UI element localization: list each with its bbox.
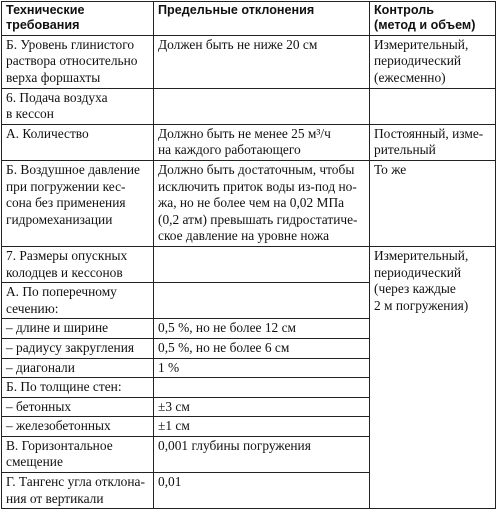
deviation-cell: 0,5 %, но не более 6 см xyxy=(154,338,370,358)
requirement-cell: – длине и ширине xyxy=(2,319,154,339)
requirement-cell: – железобетонных xyxy=(2,417,154,437)
table-row xyxy=(2,160,496,246)
control-cell: Постоянный, изме- рительный xyxy=(370,124,496,160)
deviation-cell: ±1 см xyxy=(154,417,370,437)
table-row xyxy=(2,246,496,282)
deviation-cell: 0,001 глубины погружения xyxy=(154,436,370,472)
requirement-cell: Г. Тангенс угла отклона- ния от вертикали xyxy=(2,473,154,509)
requirement-cell: – диагонали xyxy=(2,358,154,378)
deviation-cell: Должно быть достаточным, чтобы исключить приток воды из-под но- жа, но не более чем на 0,02 МПа (0,2 атм) превышать гидростатиче- ское давление на уровне ножа xyxy=(154,160,370,246)
requirement-cell: – радиусу закругления xyxy=(2,338,154,358)
deviation-cell xyxy=(154,88,370,124)
requirement-cell: 6. Подача воздуха в кессон xyxy=(2,88,154,124)
deviation-cell: 0,01 xyxy=(154,473,370,509)
requirement-cell: Б. Воздушное давление при погружении кес- сона без применения гидромеханизации xyxy=(2,160,154,246)
deviation-cell xyxy=(154,378,370,398)
requirement-cell: А. По поперечному сечению: xyxy=(2,283,154,319)
deviation-cell: Должно быть не менее 25 м³/ч на каждого работающего xyxy=(154,124,370,160)
requirement-cell: А. Количество xyxy=(2,124,154,160)
control-cell: То же xyxy=(370,160,496,246)
requirement-cell: Б. Уровень глинистого раствора относительно верха форшахты xyxy=(2,35,154,88)
deviation-cell xyxy=(154,246,370,282)
control-cell xyxy=(370,88,496,124)
requirement-cell: 7. Размеры опускных колодцев и кессонов xyxy=(2,246,154,282)
control-cell: Измерительный, периодический (ежесменно) xyxy=(370,35,496,88)
table-row xyxy=(2,124,496,160)
deviation-cell: ±3 см xyxy=(154,397,370,417)
deviation-cell xyxy=(154,283,370,319)
table-row xyxy=(2,35,496,88)
requirements-table xyxy=(1,1,496,509)
header-deviations: Предельные отклонения xyxy=(154,2,370,36)
header-requirements: Технические требования xyxy=(2,2,154,36)
table-row xyxy=(2,88,496,124)
requirement-cell: В. Горизонтальное смещение xyxy=(2,436,154,472)
requirement-cell: Б. По толщине стен: xyxy=(2,378,154,398)
deviation-cell: 0,5 %, но не более 12 см xyxy=(154,319,370,339)
header-control: Контроль (метод и объем) xyxy=(370,2,496,36)
control-cell-merged: Измерительный, периодический (через каждые 2 м погружения) xyxy=(370,246,496,508)
table-header-row xyxy=(2,2,496,36)
deviation-cell: Должен быть не ниже 20 см xyxy=(154,35,370,88)
requirement-cell: – бетонных xyxy=(2,397,154,417)
deviation-cell: 1 % xyxy=(154,358,370,378)
